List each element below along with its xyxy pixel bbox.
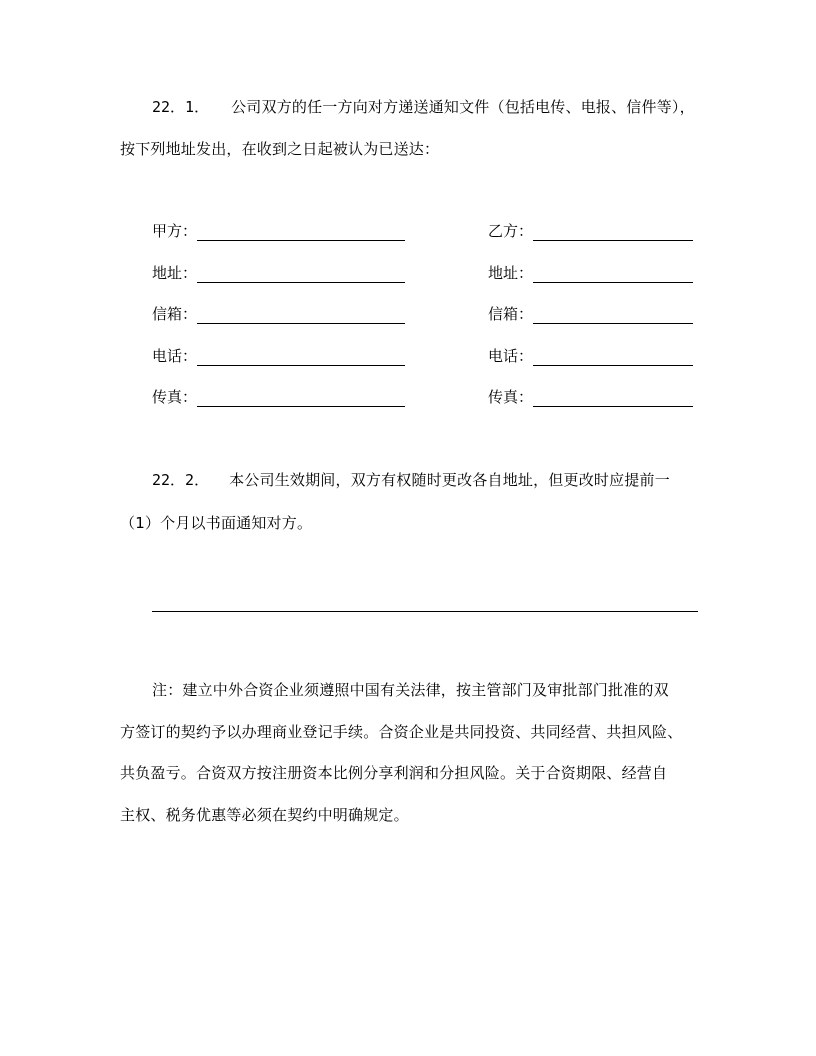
- party-a-fax-blank[interactable]: [197, 389, 405, 407]
- party-b-name-label: 乙方：: [488, 222, 534, 240]
- party-b-mailbox-label: 信箱：: [488, 305, 534, 323]
- party-b-phone-field: [488, 346, 693, 366]
- party-a-address-blank[interactable]: [197, 265, 405, 283]
- clause-22-2-line1: [152, 470, 670, 490]
- clause-22-1-line2: 按下列地址发出，在收到之日起被认为已送达：: [120, 140, 440, 158]
- party-b-mailbox-field: [488, 304, 693, 324]
- party-a-phone-field: [152, 346, 405, 366]
- party-b-phone-label: 电话：: [488, 347, 534, 365]
- clause-22-2-line2: （1）个月以书面通知对方。: [120, 514, 313, 532]
- party-b-fax-field: [488, 387, 693, 407]
- note-line-1: 注：建立中外合资企业须遵照中国有关法律，按主管部门及审批部门批准的双: [152, 681, 669, 699]
- party-a-mailbox-blank[interactable]: [197, 306, 405, 324]
- party-b-fax-label: 传真：: [488, 388, 534, 406]
- party-a-mailbox-label: 信箱：: [152, 305, 198, 323]
- party-b-name-blank[interactable]: [533, 223, 693, 241]
- party-a-fax-label: 传真：: [152, 388, 198, 406]
- party-a-name-field: [152, 221, 405, 241]
- clause-22-2-number: 22．2．: [152, 471, 210, 489]
- party-b-fax-blank[interactable]: [533, 389, 693, 407]
- party-b-address-field: [488, 263, 693, 283]
- clause-22-1-text-1: 公司双方的任一方向对方递送通知文件（包括电传、电报、信件等），: [231, 98, 695, 116]
- party-b-address-label: 地址：: [488, 264, 534, 282]
- note-line-2: 方签订的契约予以办理商业登记手续。合资企业是共同投资、共同经营、共担风险、: [120, 723, 683, 741]
- party-a-phone-label: 电话：: [152, 347, 198, 365]
- party-a-mailbox-field: [152, 304, 405, 324]
- party-a-name-label: 甲方：: [152, 222, 198, 240]
- clause-22-1-number: 22．1．: [152, 98, 210, 116]
- party-a-name-blank[interactable]: [197, 223, 405, 241]
- note-line-4: 主权、税务优惠等必须在契约中明确规定。: [120, 806, 409, 824]
- party-a-fax-field: [152, 387, 405, 407]
- separator-line: [152, 611, 698, 612]
- party-b-address-blank[interactable]: [533, 265, 693, 283]
- clause-22-2-text-1: 本公司生效期间，双方有权随时更改各自地址，但更改时应提前一: [229, 471, 670, 489]
- party-a-phone-blank[interactable]: [197, 348, 405, 366]
- party-b-phone-blank[interactable]: [533, 348, 693, 366]
- party-a-address-field: [152, 263, 405, 283]
- clause-22-1-line1: [152, 97, 695, 117]
- party-b-name-field: [488, 221, 693, 241]
- note-line-3: 共负盈亏。合资双方按注册资本比例分享利润和分担风险。关于合资期限、经营自: [120, 764, 668, 782]
- party-b-mailbox-blank[interactable]: [533, 306, 693, 324]
- party-a-address-label: 地址：: [152, 264, 198, 282]
